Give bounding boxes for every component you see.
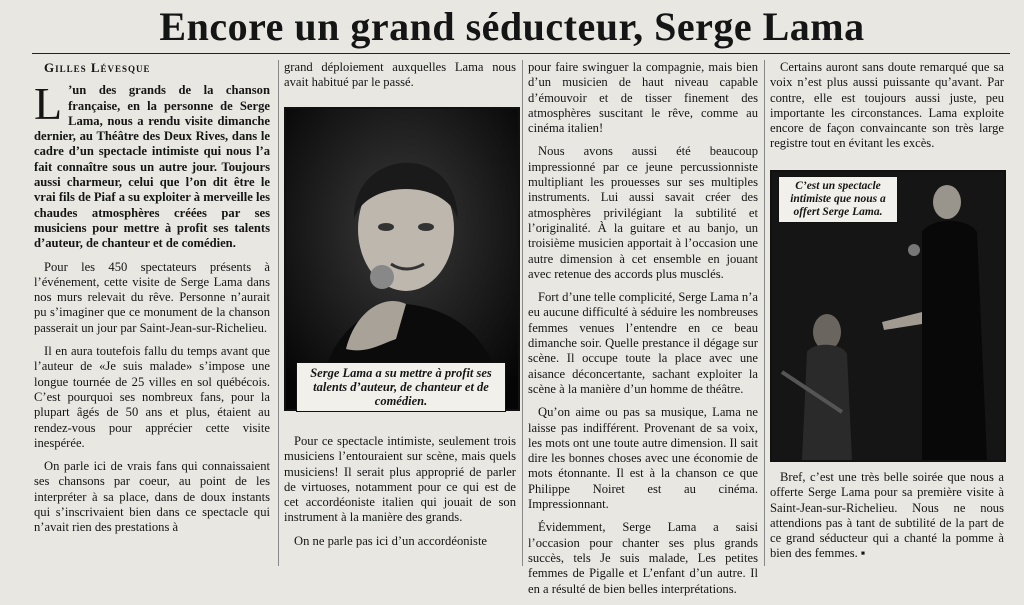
column-2 xyxy=(284,60,516,99)
paragraph: Bref, c’est une très belle soirée que nous a offerte Serge Lama pour sa première visite à Saint-Jean-sur-Richelieu. Nous ne nous attendions pas à tant de subtilité de la part de ce grand séducteur qui a chanté la pomme à bien des femmes. ▪ xyxy=(770,470,1004,561)
headline: Encore un grand séducteur, Serge Lama xyxy=(159,4,865,49)
paragraph: Qu’on aime ou pas sa musique, Lama ne laisse pas indifférent. Provenant de sa voix, les mots ont une toute autre dimension. Il sait dire les bonnes choses avec une économie de mots étonnante. Il est à la chanson ce que Philippe Noiret est au cinéma. Impressionnant. xyxy=(528,405,758,512)
photo-caption: C’est un spectacle intimiste que nous a offert Serge Lama. xyxy=(778,176,898,223)
column-divider xyxy=(522,60,523,566)
lead-text: ’un des grands de la chanson française, en la personne de Serge Lama, nous a rendu visite dimanche dernier, au Théâtre des Deux Rives, dans le cadre d’un spectacle intimiste qui nous l’a fait connaître sous un autre jour. Toujours aussi charmeur, celui que l’on dit être le vrai fils de Piaf a su exploiter à merveille les chaudes atmosphères créées par ses musiciens pour mettre à profit ses talents d’auteur, de chanteur et de comédien. xyxy=(34,83,270,251)
column-1 xyxy=(34,60,270,544)
paragraph: Il en aura toutefois fallu du temps avant que l’auteur de «Je suis malade» s’impose une longue tournée de 25 villes en sol québécois. C’est pourquoi ses nombreux fans, pour la plupart âgés de 50 ans et plus, étaient au rendez-vous pour apprécier cette visite inespérée. xyxy=(34,344,270,450)
column-divider xyxy=(764,60,765,566)
paragraph: Pour les 450 spectateurs présents à l’événement, cette visite de Serge Lama dans nos murs relevait du rêve. Personne n’aurait pu s’imaginer que ce monument de la chanson passerait un jour par Saint-Jean-sur-Richelieu. xyxy=(34,259,270,335)
paragraph: Certains auront sans doute remarqué que sa voix n’est plus aussi puissante qu’avant. Par contre, elle est toujours aussi juste, peu importante les circonstances. Lama exploite encore de façon convaincante son très large registre tout en évitant les excès. xyxy=(770,60,1004,151)
lead-paragraph xyxy=(34,78,270,251)
column-3 xyxy=(528,60,758,605)
column-2-continued xyxy=(284,434,516,557)
byline: Gilles Lévesque xyxy=(44,60,151,75)
paragraph: On parle ici de vrais fans qui connaissaient ses chansons par coeur, au point de les interpréter à sa place, dans de doux instants qui s’inscrivaient bien dans ce spectacle qui n’avait rien des prestations à xyxy=(34,459,270,535)
paragraph: Pour ce spectacle intimiste, seulement trois musiciens l’entouraient sur scène, mais quels musiciens! Il serait plus approprié de parler de virtuoses, notamment pour ce qui est de cet accordéoniste italien qui jouait de son instrument à la manière des grands. xyxy=(284,434,516,525)
paragraph: Évidemment, Serge Lama a saisi l’occasion pour chanter ses plus grands succès, tels Je suis malade, Les petites femmes de Pigalle et L’enfant d’un autre. Il en a résulté de bien belles interprétations. xyxy=(528,520,758,596)
headline-rule xyxy=(32,53,1010,54)
column-4 xyxy=(770,60,1004,160)
photo-caption: Serge Lama a su mettre à profit ses talents d’auteur, de chanteur et de comédien. xyxy=(296,362,506,412)
paragraph: On ne parle pas ici d’un accordéoniste xyxy=(294,533,488,548)
paragraph: Nous avons aussi été beaucoup impressionné par ce jeune percussionniste multipliant les prouesses sur ses multiples instruments. Lui aussi savait créer des atmosphères privilégiant la subtilité et l’originalité. À la guitare et au banjo, un troisième musicien apportait à l’occasion une autre dimension à cet ensemble en jouant avec retenue des accords plus musclés. xyxy=(528,144,758,281)
paragraph: pour faire swinguer la compagnie, mais bien d’un musicien de haut niveau capable d’émouvoir et de tisser finement des atmosphères suscitant le rêve, comme au cinéma italien! xyxy=(528,60,758,136)
drop-cap: L xyxy=(34,78,63,130)
column-divider xyxy=(278,60,279,566)
column-4-continued xyxy=(770,470,1004,570)
paragraph: Fort d’une telle complicité, Serge Lama n’a eu aucune difficulté à séduire les nombreuses femmes venues l’entendre en ce beau dimanche soir. Quelle prestance il dégage sur scène. Il occupe toute la place avec une aisance déconcertante, sachant exploiter la scène à la manière d’un homme de théâtre. xyxy=(528,290,758,396)
paragraph: grand déploiement auxquelles Lama nous avait habitué par le passé. xyxy=(284,60,516,90)
